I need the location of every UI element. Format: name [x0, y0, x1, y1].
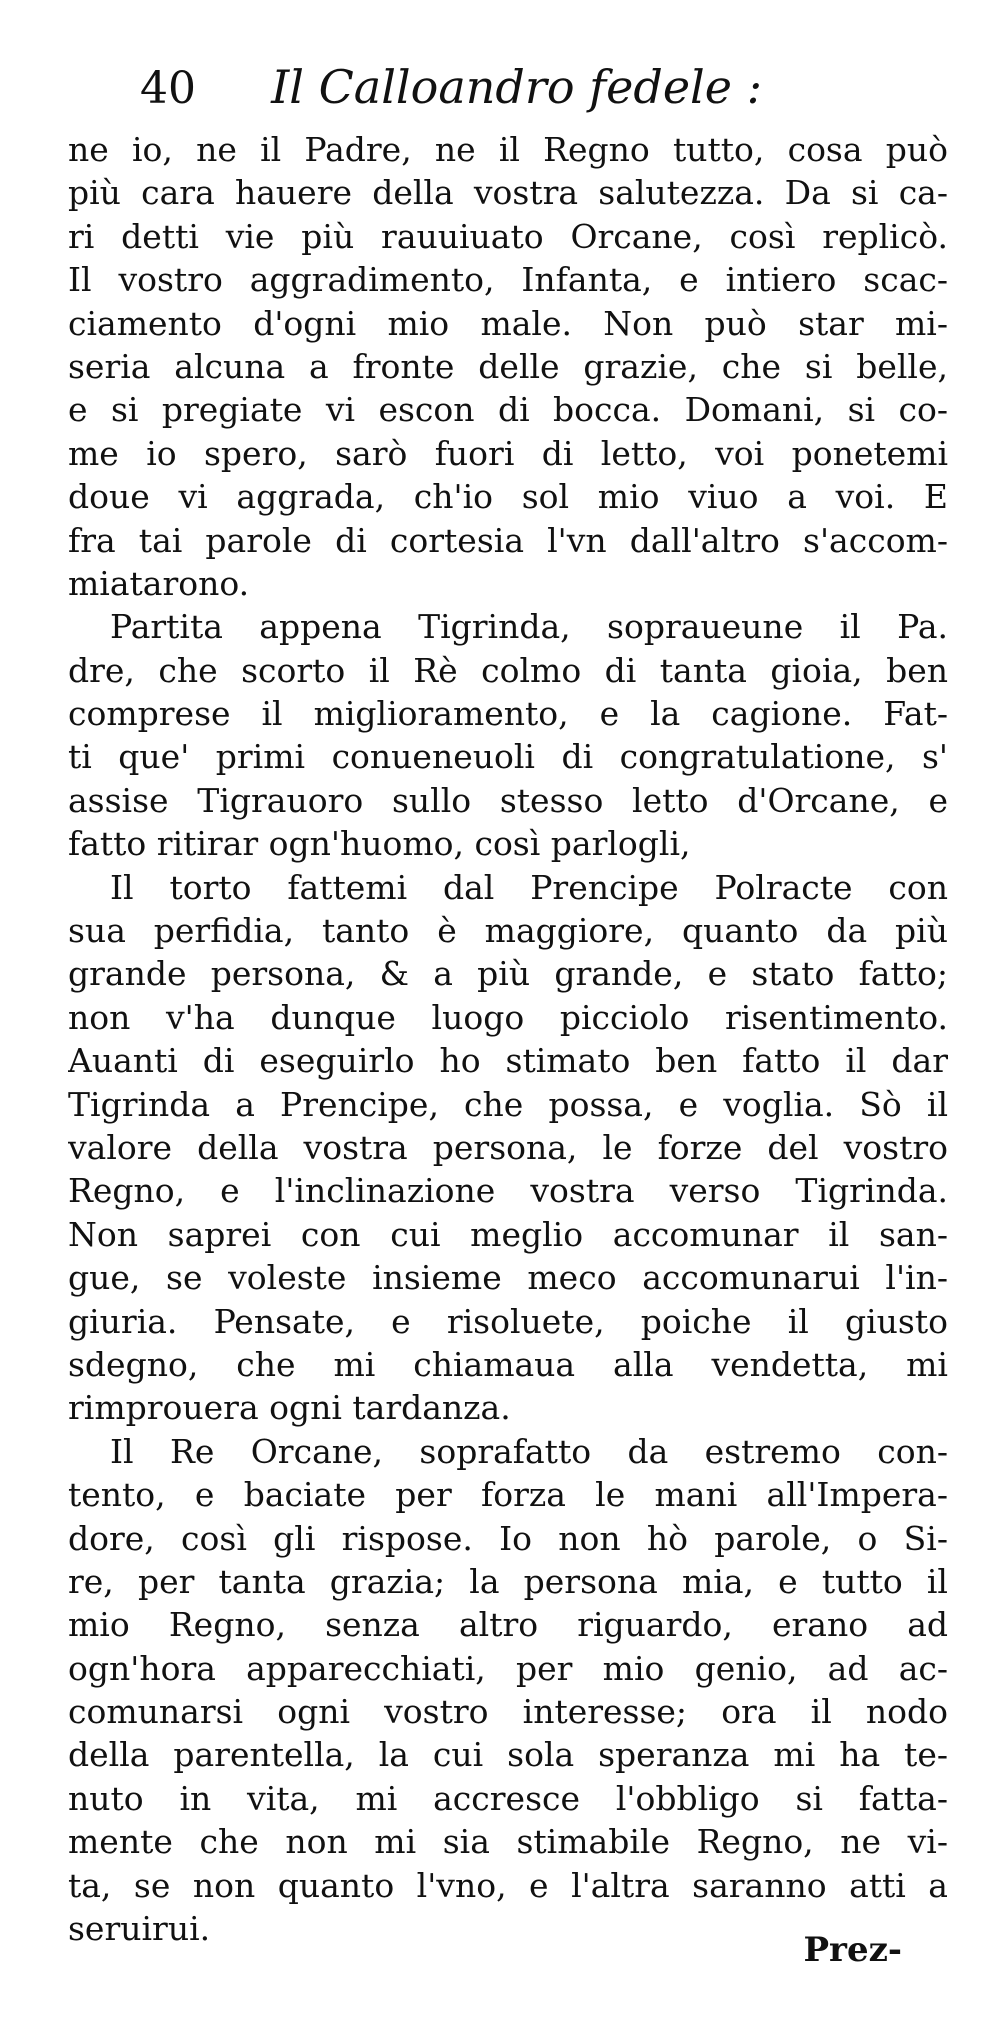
text-line: non v'ha dunque luogo picciolo risentimento. — [68, 997, 948, 1037]
text-line: dre, che scorto il Rè colmo di tanta gioia, ben — [68, 650, 948, 690]
text-line: mente che non mi sia stimabile Regno, ne vi- — [68, 1822, 948, 1862]
text-line: Non saprei con cui meglio accomunar il san- — [68, 1214, 948, 1254]
text-line: sdegno, che mi chiamaua alla vendetta, mi — [68, 1344, 948, 1384]
text-line: valore della vostra persona, le forze del vostro — [68, 1127, 948, 1167]
text-line: mio Regno, senza altro riguardo, erano ad — [68, 1605, 948, 1645]
catchword: Prez- — [803, 1930, 902, 1970]
text-line: Il vostro aggradimento, Infanta, e intiero scac- — [68, 260, 948, 300]
text-line: nuto in vita, mi accresce l'obbligo si fatta- — [68, 1778, 948, 1818]
text-line: ri detti vie più rauuiuato Orcane, così replicò. — [68, 216, 948, 256]
text-line: Auanti di eseguirlo ho stimato ben fatto il dar — [68, 1041, 948, 1081]
text-line: ta, se non quanto l'vno, e l'altra saranno atti a — [68, 1865, 948, 1905]
text-line: Regno, e l'inclinazione vostra verso Tigrinda. — [68, 1171, 948, 1211]
text-line: Il torto fattemi dal Prencipe Polracte con — [110, 867, 948, 907]
text-line: Partita appena Tigrinda, sopraueune il Pa. — [110, 607, 948, 647]
paragraph-4 — [68, 1430, 948, 1951]
text-line: seruirui. — [68, 1909, 211, 1949]
text-line: e si pregiate vi escon di bocca. Domani, si co- — [68, 390, 948, 430]
text-line: ti que' primi conueneuoli di congratulatione, s' — [68, 737, 948, 777]
text-line: me io spero, sarò fuori di letto, voi ponetemi — [68, 433, 948, 473]
text-line: ciamento d'ogni mio male. Non può star mi- — [68, 303, 948, 343]
paragraph-2 — [68, 605, 948, 865]
page-number: 40 — [140, 63, 196, 114]
text-line: fra tai parole di cortesia l'vn dall'altro s'accom- — [68, 520, 948, 560]
text-line: grande persona, & a più grande, e stato fatto; — [68, 954, 948, 994]
text-line: miatarono. — [68, 563, 250, 603]
paragraph-1 — [68, 128, 948, 605]
text-line: re, per tanta grazia; la persona mia, e tutto il — [68, 1561, 948, 1601]
text-line: comunarsi ogni vostro interesse; ora il nodo — [68, 1692, 948, 1732]
paragraph-3 — [68, 866, 948, 1430]
text-line: fatto ritirar ogn'huomo, così parlogli, — [68, 824, 691, 864]
text-line: Il Re Orcane, soprafatto da estremo con- — [110, 1431, 948, 1471]
text-line: doue vi aggrada, ch'io sol mio viuo a voi. E — [68, 477, 948, 517]
text-line: gue, se voleste insieme meco accomunarui l'in- — [68, 1258, 948, 1298]
page-header — [140, 60, 960, 130]
text-line: ne io, ne il Padre, ne il Regno tutto, cosa può — [68, 130, 948, 169]
text-line: comprese il miglioramento, e la cagione. Fat- — [68, 694, 948, 734]
text-line: dore, così gli rispose. Io non hò parole, o Si- — [68, 1518, 948, 1558]
running-title: Il Calloandro fedele : — [271, 60, 763, 114]
text-line: giuria. Pensate, e risoluete, poiche il giusto — [68, 1301, 948, 1341]
text-line: seria alcuna a fronte delle grazie, che si belle, — [68, 346, 948, 386]
text-line: rimprouera ogni tardanza. — [68, 1388, 511, 1428]
text-line: sua perfidia, tanto è maggiore, quanto da più — [68, 911, 948, 951]
text-line: della parentella, la cui sola speranza mi ha te- — [68, 1735, 948, 1775]
text-line: ogn'hora apparecchiati, per mio genio, ad ac- — [68, 1648, 948, 1688]
text-line: Tigrinda a Prencipe, che possa, e voglia. Sò il — [68, 1084, 948, 1124]
text-line: più cara hauere della vostra salutezza. Da si ca- — [68, 173, 948, 213]
text-line: tento, e baciate per forza le mani all'Impera- — [68, 1475, 948, 1515]
body-text — [68, 128, 948, 1950]
text-line: assise Tigrauoro sullo stesso letto d'Orcane, e — [68, 780, 948, 820]
